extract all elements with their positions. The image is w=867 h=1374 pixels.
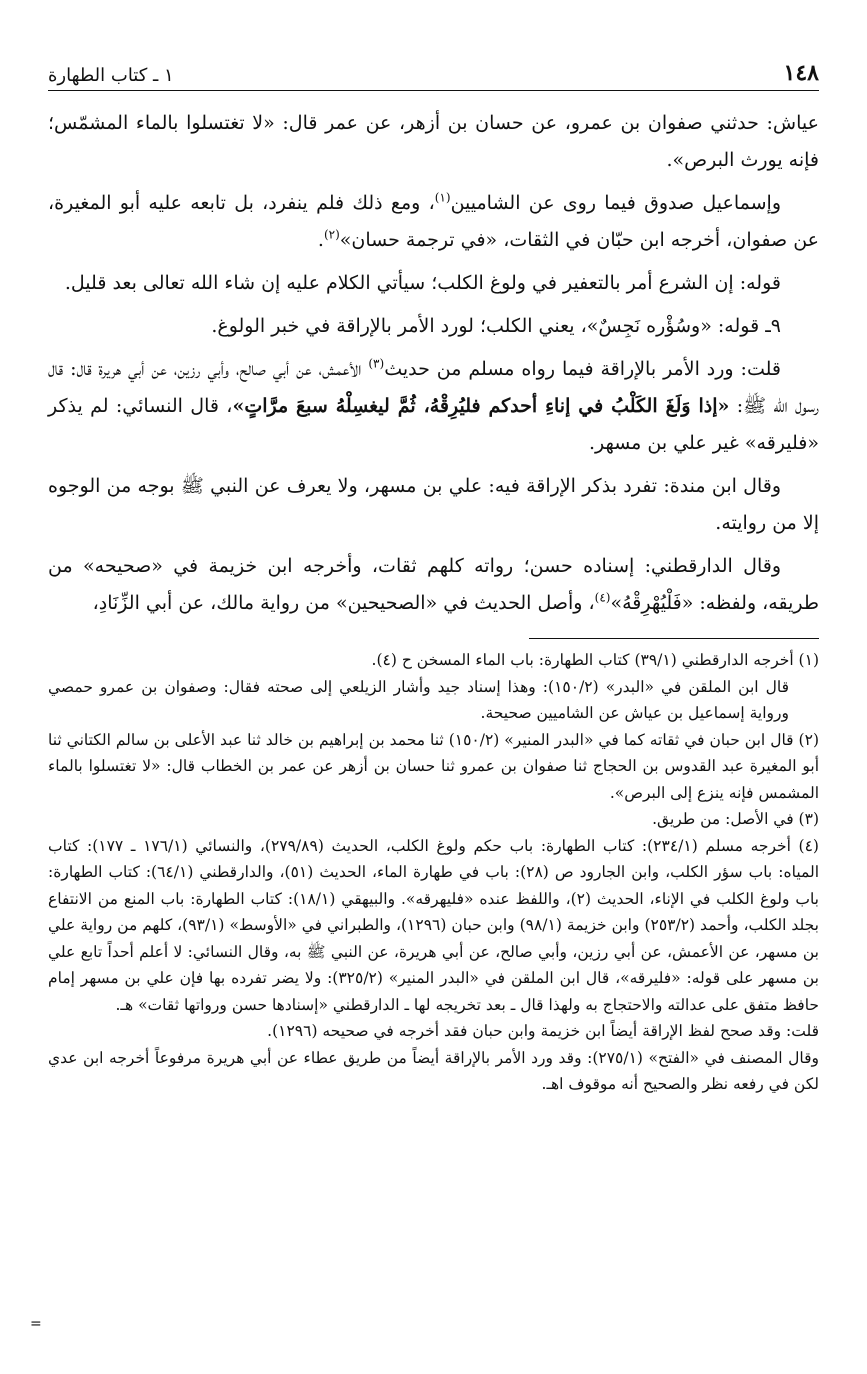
paragraph-6: وقال ابن مندة: تفرد بذكر الإراقة فيه: علي بن مسهر، ولا يعرف عن النبي ﷺ بوجه من الوجوه إلا من روايته.: [48, 475, 819, 534]
footnote-3: (٣) في الأصل: من طريق.: [652, 810, 819, 828]
paragraph-3: قوله: إن الشرع أمر بالتعفير في ولوغ الكلب؛ سيأتي الكلام عليه إن شاء الله تعالى بعد قليل.: [64, 272, 781, 294]
paragraph-2-part-b: ، ومع ذلك فلم ينفرد، بل تابعه عليه أبو المغيرة، عن صفوان، أخرجه ابن حبّان في الثقات، «في ترجمة حسان»: [48, 192, 819, 251]
paragraph-7: [48, 548, 819, 622]
paragraph-5-part-a: قلت: ورد الأمر بالإراقة فيما رواه مسلم من حديث: [384, 358, 781, 380]
page-header: [48, 52, 819, 91]
paragraph-7-part-b: ، وأصل الحديث في «الصحيحين» من رواية مالك، عن أبي الزِّنَادِ،: [92, 592, 595, 614]
paragraph-5-part-c: ، قال النسائي: لم يذكر «فليرقه» غير علي بن مسهر.: [48, 395, 819, 454]
footnote-ref-1: (١): [434, 190, 451, 205]
footnote-1-continued: قال ابن الملقن في «البدر» (١٥٠/٢): وهذا إسناد جيد وأشار الزيلعي إلى صحته فقال: وصفوان بن عمرو حمصي ورواية إسماعيل بن عياش عن الشاميين صحيحة.: [48, 677, 789, 722]
paragraph-1: عياش: حدثني صفوان بن عمرو، عن حسان بن أزهر، عن عمر قال: «لا تغتسلوا بالماء المشمّس؛ فإنه يورث البرص».: [48, 112, 819, 171]
main-text: [48, 105, 819, 622]
paragraph-2: [48, 185, 819, 259]
paragraph-5: [48, 351, 819, 462]
chapter-title: ١ ـ كتاب الطهارة: [48, 65, 174, 86]
paragraph-2-part-a: وإسماعيل صدوق فيما روى عن الشاميين: [450, 192, 781, 214]
paragraph-7-part-a: وقال الدارقطني: إسناده حسن؛ رواته كلهم ثقات، وأخرجه ابن خزيمة في «صحيحه» من طريقه، ولفظه: «فَلْيُهْرِقْهُ»: [48, 555, 819, 614]
page-number: ١٤٨: [783, 60, 819, 86]
paragraph-4: ٩ـ قوله: «وسُؤْره نَجِسٌ»، يعني الكلب؛ لورد الأمر بالإراقة في خبر الولوغ.: [211, 315, 781, 337]
footnote-4-note: قلت: وقد صحح لفظ الإراقة أيضاً ابن خزيمة وابن حبان فقد أخرجه في صحيحه (١٢٩٦).: [267, 1022, 819, 1040]
continuation-mark: =: [30, 1316, 42, 1332]
footnote-2: (٢) قال ابن حبان في ثقاته كما في «البدر المنير» (١٥٠/٢) ثنا محمد بن إبراهيم بن خالد ثنا عبد الأعلى بن سالم الكتاني ثنا أبو المغيرة عبد القدوس بن الحجاج ثنا صفوان بن عمرو ثنا حسان بن أزهر عن عمر بن الخطاب قال: «لا تغتسلوا بالماء المشمس فإنه ينزع إلى البرص».: [48, 730, 819, 802]
footnotes: [48, 647, 819, 1098]
footnote-4-continued: وقال المصنف في «الفتح» (٢٧٥/١): وقد ورد الأمر بالإراقة أيضاً من طريق عطاء عن أبي هريرة مرفوعاً أخرجه ابن عدي لكن في رفعه نظر والصحيح أنه موقوف اهـ.: [48, 1048, 819, 1093]
paragraph-2-part-c: .: [317, 229, 324, 251]
footnote-divider: [529, 638, 819, 639]
paragraph-5-part-b: الأعمش، عن أبي صالح، وأبي رزين، عن أبي هريرة قال: قال رسول الله ﷺ:: [48, 358, 819, 417]
footnote-4: (٤) أخرجه مسلم (٢٣٤/١): كتاب الطهارة: باب حكم ولوغ الكلب، الحديث (٢٧٩/٨٩)، والنسائي (١٧٦/١ ـ ١٧٧): كتاب المياه: باب سؤر الكلب، وابن الجارود ص (٢٨): باب في طهارة الماء، الحديث (٥١)، والدارقطني (٦٤/١): كتاب الطهارة: باب ولوغ الكلب في الإناء، الحديث (٢)، واللفظ عنده «فليهرقه». والبيهقي (١٨/١): كتاب الطهارة: باب المنع من الانتفاع بجلد الكلب، وأحمد (٢٥٣/٢) وابن خزيمة (٩٨/١) وابن حبان (١٢٩٦)، والطبراني في «الأوسط» (٩٣/١)، كلهم من رواية علي بن مسهر، عن الأعمش، عن أبي رزين، وأبي صالح، عن أبي هريرة، عن النبي ﷺ به، وقال النسائي: لا أعلم أحداً تابع علي بن مسهر على قوله: «فليرقه»، قال ابن الملقن في «البدر المنير» (٣٢٥/٢): ولا يضر تفرده بها فإن علي بن مسهر إمام حافظ متفق على عدالته والاحتجاج به ولهذا قال ـ بعد تخريجه لها ـ الدارقطني «إسنادها حسن ورواتها ثقات» هـ.: [48, 836, 819, 1014]
footnote-ref-2: (٢): [323, 227, 340, 242]
footnote-ref-3: (٣): [368, 356, 385, 371]
hadith-text: «إذا وَلَغَ الكَلْبُ في إناءِ أحدكم فليُرِقْهُ، ثُمَّ ليغسِلْهُ سبعَ مرَّاتٍ»: [232, 395, 730, 417]
footnote-1: (١) أخرجه الدارقطني (٣٩/١) كتاب الطهارة: باب الماء المسخن ح (٤).: [371, 651, 819, 669]
footnote-ref-4: (٤): [594, 590, 611, 605]
